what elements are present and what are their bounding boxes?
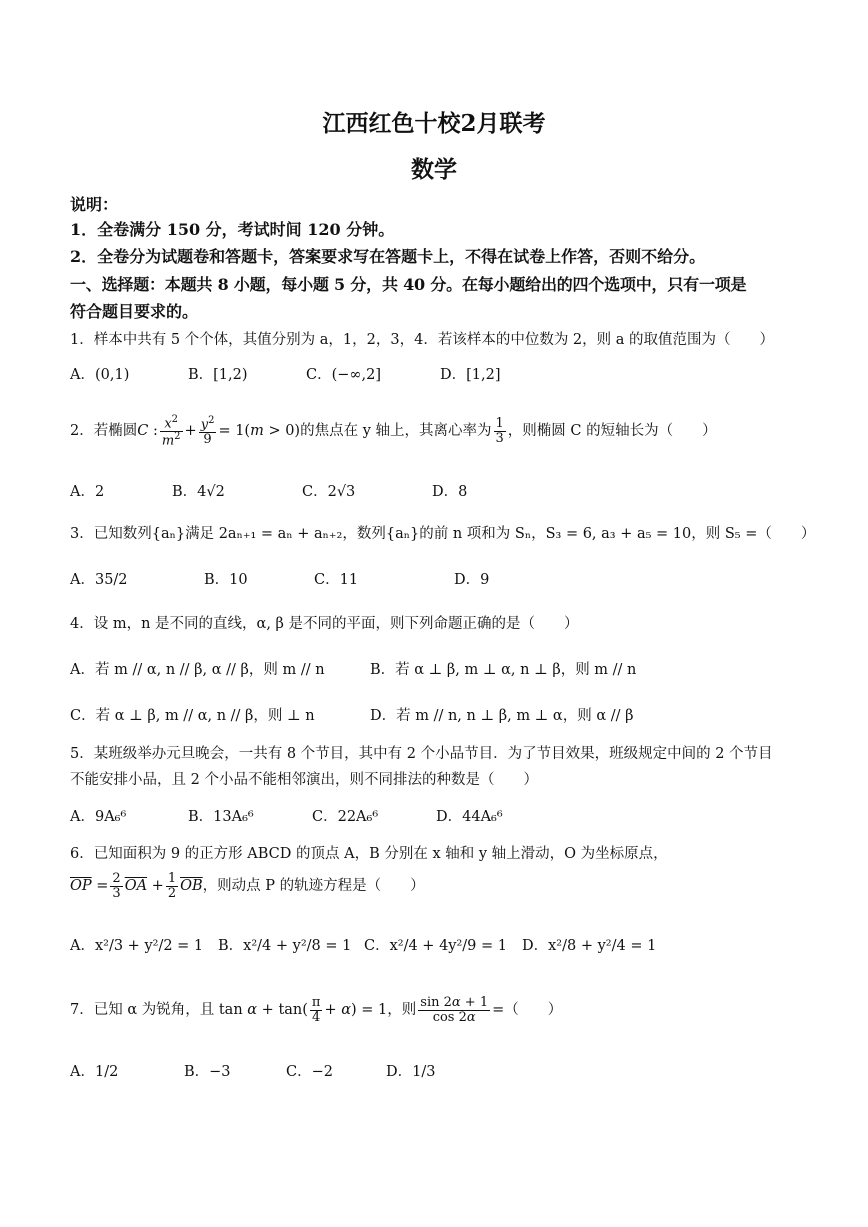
q2-suffix: 的焦点在 y 轴上，其离心率为	[300, 423, 492, 439]
q7-option-c: C．−2	[286, 1064, 333, 1080]
q3-stem: 3．已知数列{aₙ}满足 2aₙ₊₁ = aₙ + aₙ₊₂，数列{aₙ}的前 n 项和为 Sₙ，S₃ = 6, a₃ + a₅ = 10，则 S₅ =（ ）	[70, 526, 816, 542]
q7-prefix: 7．已知 α 为锐角，且	[70, 1002, 215, 1018]
q3-option-c: C．11	[314, 572, 359, 588]
q7-option-d: D．1/3	[386, 1064, 436, 1080]
q2-fraction-x: $\frac{x^2}{m^2}$	[161, 413, 181, 448]
q7-expression: $\frac{\sin 2\alpha + 1}{\cos 2\alpha}$	[420, 994, 489, 1025]
subject-title: 数学	[411, 156, 457, 183]
q6-option-c: C．x²/4 + 4y²/9 = 1	[364, 938, 507, 954]
vector-ob: $\overline{OB}$	[180, 878, 203, 894]
note-item-2: 2．全卷分为试题卷和答题卡，答案要求写在答题卡上，不得在试卷上作答，否则不给分。	[70, 247, 706, 266]
section-heading-line2: 符合题目要求的。	[70, 302, 199, 321]
q2-option-c: C．2√3	[302, 484, 356, 500]
q4-stem: 4．设 m，n 是不同的直线，α, β 是不同的平面，则下列命题正确的是（ ）	[70, 616, 579, 632]
q2-stem: 2．若椭圆C : $\frac{x^2}{m^2}$ + $\frac{y^2}{9}$ = 1(m > 0)的焦点在 y 轴上，其离心率为 $\frac{1}{3}$ ，则椭圆 C 的短轴长为（ ）	[70, 413, 717, 448]
q5-option-a: A．9A₆⁶	[70, 809, 127, 825]
q1-option-b: B．[1,2)	[188, 367, 248, 383]
q5-stem-line2: 不能安排小品，且 2 个小品不能相邻演出，则不同排法的种数是（ ）	[70, 772, 538, 788]
q6-coef-1-2: $\frac{1}{2}$	[167, 870, 177, 901]
q2-option-b: B．4√2	[172, 484, 225, 500]
q6-stem-line1: 6．已知面积为 9 的正方形 ABCD 的顶点 A，B 分别在 x 轴和 y 轴上滑动，O 为坐标原点，	[70, 846, 668, 862]
q5-stem-line1: 5．某班级举办元旦晚会，一共有 8 个节目，其中有 2 个小品节目．为了节目效果，班级规定中间的 2 个节目	[70, 746, 773, 762]
q2-tail: ，则椭圆 C 的短轴长为（ ）	[507, 423, 717, 439]
q6-stem-line2: $\overline{OP}$ = $\frac{2}{3}$ $\overline{OA}$ + $\frac{1}{2}$ $\overline{OB}$，则动点 P 的轨迹方程是（ ）	[70, 870, 425, 901]
q3-option-a: A．35/2	[70, 572, 128, 588]
q2-prefix: 2．若椭圆	[70, 423, 138, 439]
q6-option-b: B．x²/4 + y²/8 = 1	[218, 938, 352, 954]
q6-option-d: D．x²/8 + y²/4 = 1	[522, 938, 657, 954]
notes-heading: 说明：	[70, 195, 119, 214]
q4-option-c: C．若 α ⊥ β, m // α, n // β，则 ⊥ n	[70, 708, 315, 724]
q2-option-a: A．2	[70, 484, 105, 500]
q4-option-a: A．若 m // α, n // β, α // β，则 m // n	[70, 662, 325, 678]
q1-stem: 1．样本中共有 5 个个体，其值分别为 a，1，2，3，4．若该样本的中位数为 2，则 a 的取值范围为（ ）	[70, 332, 775, 348]
vector-oa: $\overline{OA}$	[124, 878, 148, 894]
q5-option-b: B．13A₆⁶	[188, 809, 254, 825]
q7-middle: ，则	[387, 1002, 417, 1018]
q1-option-d: D．[1,2]	[440, 367, 501, 383]
note-item-1: 1．全卷满分 150 分，考试时间 120 分钟。	[70, 220, 395, 239]
q4-option-d: D．若 m // n, n ⊥ β, m ⊥ α，则 α // β	[370, 708, 634, 724]
q7-pi-over-4: $\frac{\pi}{4}$	[311, 994, 321, 1025]
q5-option-d: D．44A₆⁶	[436, 809, 503, 825]
q6-tail: ，则动点 P 的轨迹方程是（ ）	[202, 878, 425, 894]
section-heading-line1: 一、选择题：本题共 8 小题，每小题 5 分，共 40 分。在每小题给出的四个选项中，只有一项是	[70, 275, 747, 294]
q5-option-c: C．22A₆⁶	[312, 809, 379, 825]
q2-fraction-y: $\frac{y^2}{9}$	[200, 414, 215, 447]
q7-stem: 7．已知 α 为锐角，且 tan α + tan( $\frac{\pi}{4}$ + α) = 1，则 $\frac{\sin 2\alpha + 1}{\cos 2\alpha}$ =（ ）	[70, 994, 563, 1025]
q2-option-d: D．8	[432, 484, 468, 500]
q4-option-b: B．若 α ⊥ β, m ⊥ α, n ⊥ β，则 m // n	[370, 662, 637, 678]
q6-coef-2-3: $\frac{2}{3}$	[112, 870, 121, 901]
exam-title: 江西红色十校2月联考	[322, 110, 546, 137]
q7-tail: =（ ）	[492, 1002, 563, 1018]
q7-option-a: A．1/2	[70, 1064, 119, 1080]
q3-option-d: D．9	[454, 572, 490, 588]
q6-option-a: A．x²/3 + y²/2 = 1	[70, 938, 204, 954]
q1-option-c: C．(−∞,2]	[306, 367, 381, 383]
q2-eccentricity: $\frac{1}{3}$	[495, 415, 504, 446]
q3-option-b: B．10	[204, 572, 248, 588]
q1-option-a: A．(0,1)	[70, 367, 130, 383]
vector-op: $\overline{OP}$	[70, 878, 92, 894]
q7-option-b: B．−3	[184, 1064, 231, 1080]
